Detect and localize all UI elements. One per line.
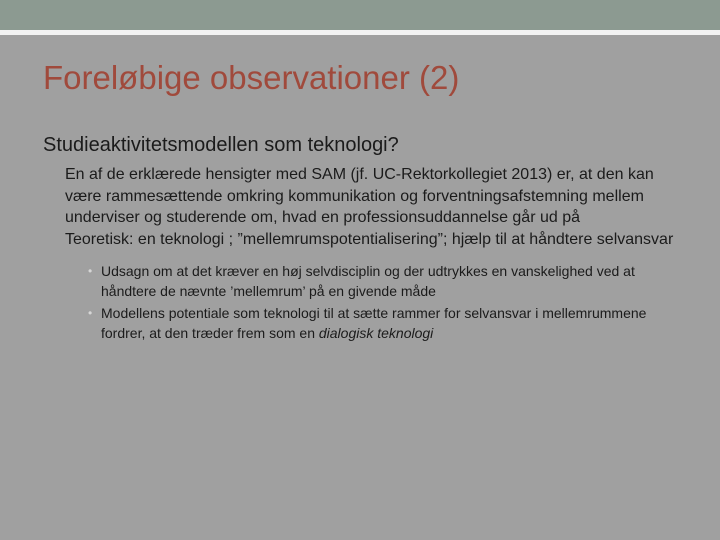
bullet-list xyxy=(43,262,683,343)
paragraph-intent: En af de erklærede hensigter med SAM (jf. UC-Rektorkollegiet 2013) er, at den kan være rammesættende omkring kommunikation og forventningsafstemning mellem underviser og studerende om, hvad en professionsuddannelse går ud på xyxy=(65,166,654,226)
bullet-item xyxy=(88,262,691,301)
slide-content xyxy=(43,132,683,346)
bullet-dot-icon: • xyxy=(88,306,93,320)
top-band xyxy=(0,0,720,30)
bullet-text: Udsagn om at det kræver en høj selvdisciplin og der udtrykkes en vanskelighed ved at håndtere de nævnte ’mellemrum’ på en givende måde xyxy=(101,263,635,299)
paragraph-theory: Teoretisk: en teknologi ; ”mellemrumspotentialisering”; hjælp til at håndtere selvansvar xyxy=(65,230,674,248)
bullet-dot-icon: • xyxy=(88,264,93,278)
bullet-text: Modellens potentiale som teknologi til at sætte rammer for selvansvar i mellemrummene fordrer, at den træder frem som en xyxy=(101,305,647,341)
top-divider-line xyxy=(0,30,720,35)
bullet-item xyxy=(88,304,691,343)
slide-title: Foreløbige observationer (2) xyxy=(43,59,460,96)
bullet-emphasis: dialogisk teknologi xyxy=(318,324,434,341)
content-heading: Studieaktivitetsmodellen som teknologi? xyxy=(43,134,399,156)
